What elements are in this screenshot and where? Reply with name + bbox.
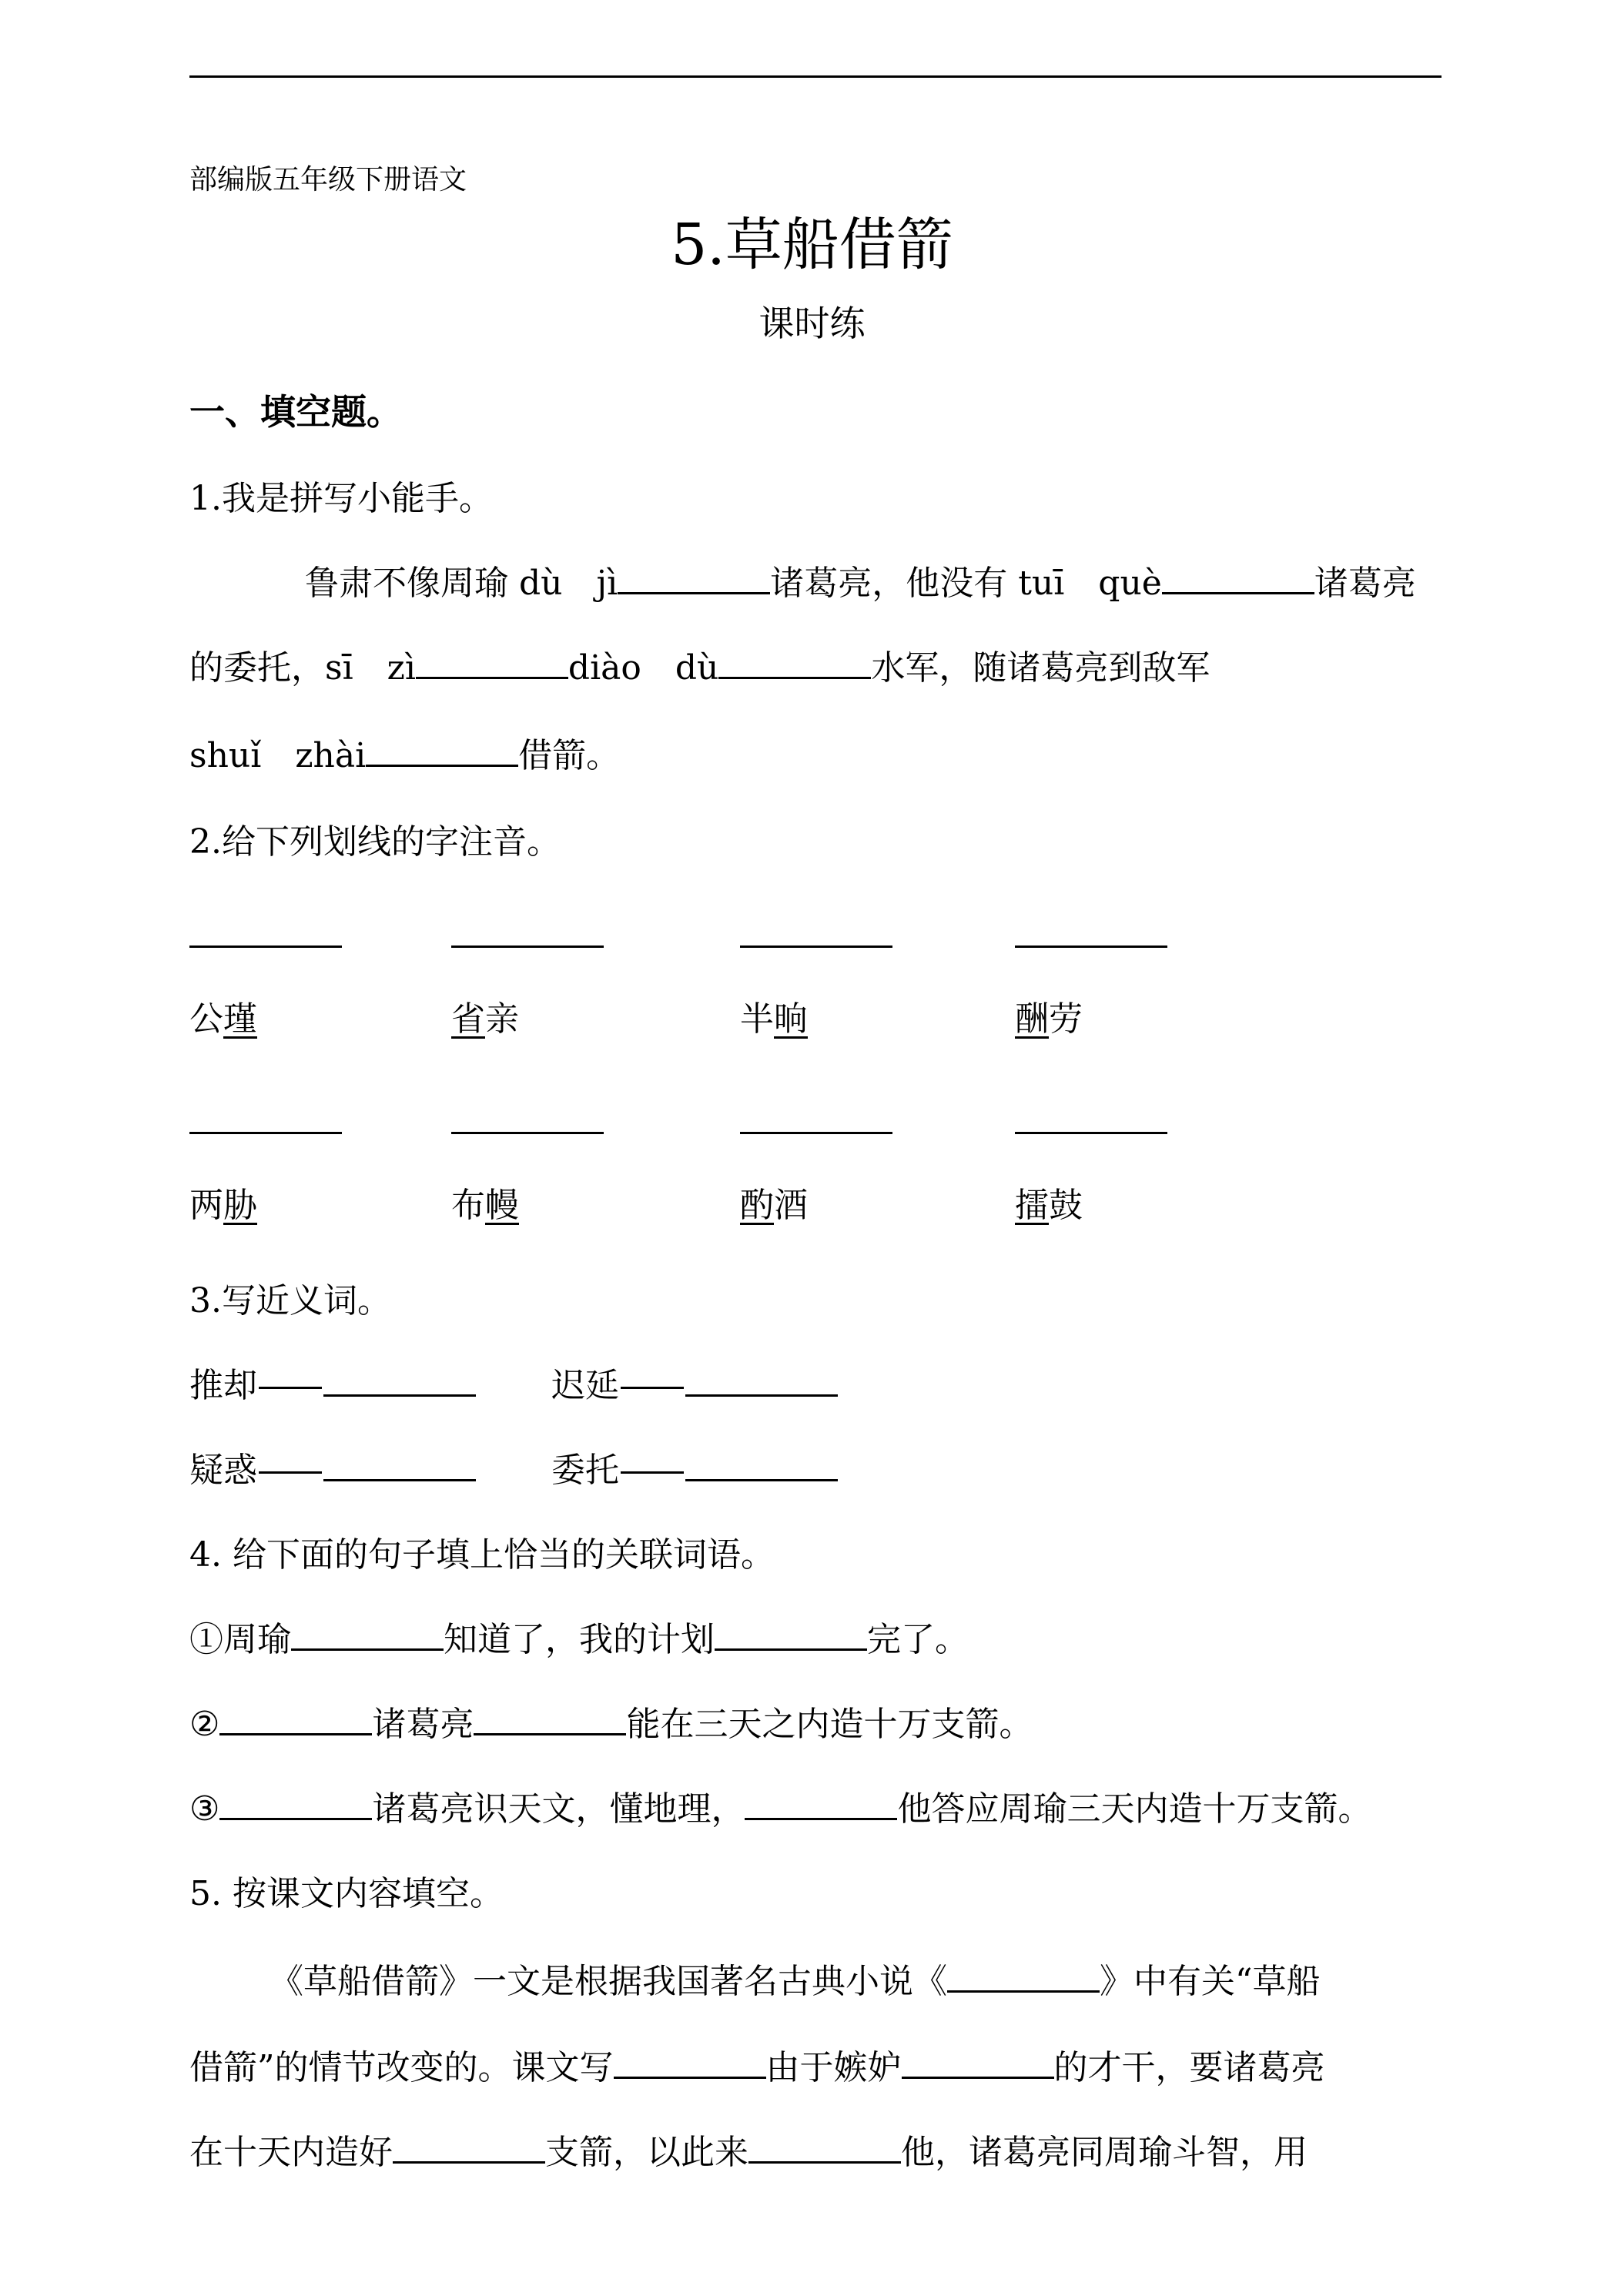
q1-line2 [189, 645, 1210, 691]
answer-blank[interactable] [219, 1704, 372, 1735]
answer-blank[interactable] [323, 1365, 476, 1397]
q1-text: 鲁肃不像周瑜 dù jì [305, 564, 618, 603]
q1-line1 [305, 561, 1416, 607]
underlined-char: 幔 [485, 1186, 519, 1225]
answer-blank[interactable] [416, 648, 568, 679]
answer-blank[interactable] [1162, 563, 1314, 594]
underlined-char: 瑾 [223, 999, 257, 1039]
answer-blank[interactable] [323, 1450, 476, 1481]
answer-blank[interactable] [947, 1961, 1100, 1993]
q1-text: 借箭。 [518, 736, 621, 775]
q4-sentence-3: ③ 诸葛亮识天文，懂地理， 他答应周瑜三天内造十万支箭。 [189, 1789, 1372, 1829]
q1-line3 [189, 733, 620, 779]
answer-line[interactable] [740, 946, 892, 948]
q1-text: diào dù [568, 648, 719, 688]
synonym-item: 迟延 [551, 1363, 838, 1409]
underlined-char: 酬 [1015, 999, 1049, 1039]
answer-blank[interactable] [393, 2132, 545, 2164]
q2-word: 布幔 [451, 1186, 519, 1225]
q2-word: 擂鼓 [1015, 1186, 1083, 1225]
q2-word: 公瑾 [189, 999, 257, 1039]
synonym-item: 推却 [189, 1363, 476, 1409]
q1-text: 的委托，sī zì [189, 648, 416, 688]
underlined-char: 胁 [223, 1186, 257, 1225]
answer-line[interactable] [740, 1132, 892, 1134]
q2-word: 半晌 [740, 999, 808, 1039]
series-label: 部编版五年级下册语文 [189, 164, 467, 196]
answer-line[interactable] [451, 1132, 604, 1134]
q1-text: 诸葛亮，他没有 tuī què [770, 564, 1162, 603]
q2-word: 两胁 [189, 1186, 257, 1225]
answer-blank[interactable] [902, 2047, 1054, 2079]
answer-blank[interactable] [685, 1450, 838, 1481]
answer-blank[interactable] [618, 563, 770, 594]
answer-line[interactable] [451, 946, 604, 948]
underlined-char: 省 [451, 999, 485, 1039]
q3-label: 3.写近义词。 [189, 1281, 391, 1320]
answer-blank[interactable] [219, 1789, 372, 1820]
answer-line[interactable] [189, 1132, 342, 1134]
q5-line3: 在十天内造好 支箭，以此来 他，诸葛亮同周瑜斗智，用 [189, 2133, 1308, 2172]
answer-line[interactable] [189, 946, 342, 948]
answer-blank[interactable] [685, 1365, 838, 1397]
answer-blank[interactable] [718, 648, 871, 679]
q4-label: 4. 给下面的句子填上恰当的关联词语。 [189, 1535, 775, 1575]
answer-line[interactable] [1015, 1132, 1167, 1134]
q2-word: 省亲 [451, 999, 519, 1039]
q1-label: 1.我是拼写小能手。 [189, 479, 493, 518]
synonym-item: 委托 [551, 1448, 838, 1494]
page-subtitle: 课时练 [758, 303, 866, 344]
q5-label: 5. 按课文内容填空。 [189, 1874, 504, 1913]
q1-text: shuǐ zhài [189, 736, 367, 775]
answer-blank[interactable] [745, 1789, 897, 1820]
underlined-char: 擂 [1015, 1186, 1049, 1225]
synonym-item: 疑惑 [189, 1448, 476, 1494]
q4-sentence-2: ② 诸葛亮 能在三天之内造十万支箭。 [189, 1705, 1033, 1744]
answer-line[interactable] [1015, 946, 1167, 948]
q5-line2: 借箭”的情节改变的。课文写 由于嫉妒 的才干，要诸葛亮 [189, 2048, 1325, 2087]
answer-blank[interactable] [291, 1619, 444, 1651]
answer-blank[interactable] [715, 1619, 867, 1651]
q5-line1: 《草船借箭》一文是根据我国著名古典小说《 》中有关“草船 [270, 1962, 1321, 2001]
underlined-char: 晌 [774, 999, 808, 1039]
q2-label: 2.给下列划线的字注音。 [189, 822, 561, 862]
header-rule [189, 75, 1442, 78]
answer-blank[interactable] [366, 735, 518, 767]
q1-text: 水军，随诸葛亮到敌军 [871, 648, 1210, 688]
section-heading: 一、填空题。 [189, 391, 402, 433]
answer-blank[interactable] [474, 1704, 626, 1735]
q1-text: 诸葛亮 [1314, 564, 1416, 603]
q2-word: 酬劳 [1015, 999, 1083, 1039]
answer-blank[interactable] [748, 2132, 901, 2164]
q4-sentence-1: ①周瑜 知道了，我的计划 完了。 [189, 1620, 969, 1659]
page-title: 5.草船借箭 [671, 212, 953, 278]
answer-blank[interactable] [614, 2047, 766, 2079]
q2-word: 酌酒 [740, 1186, 808, 1225]
underlined-char: 酌 [740, 1186, 774, 1225]
